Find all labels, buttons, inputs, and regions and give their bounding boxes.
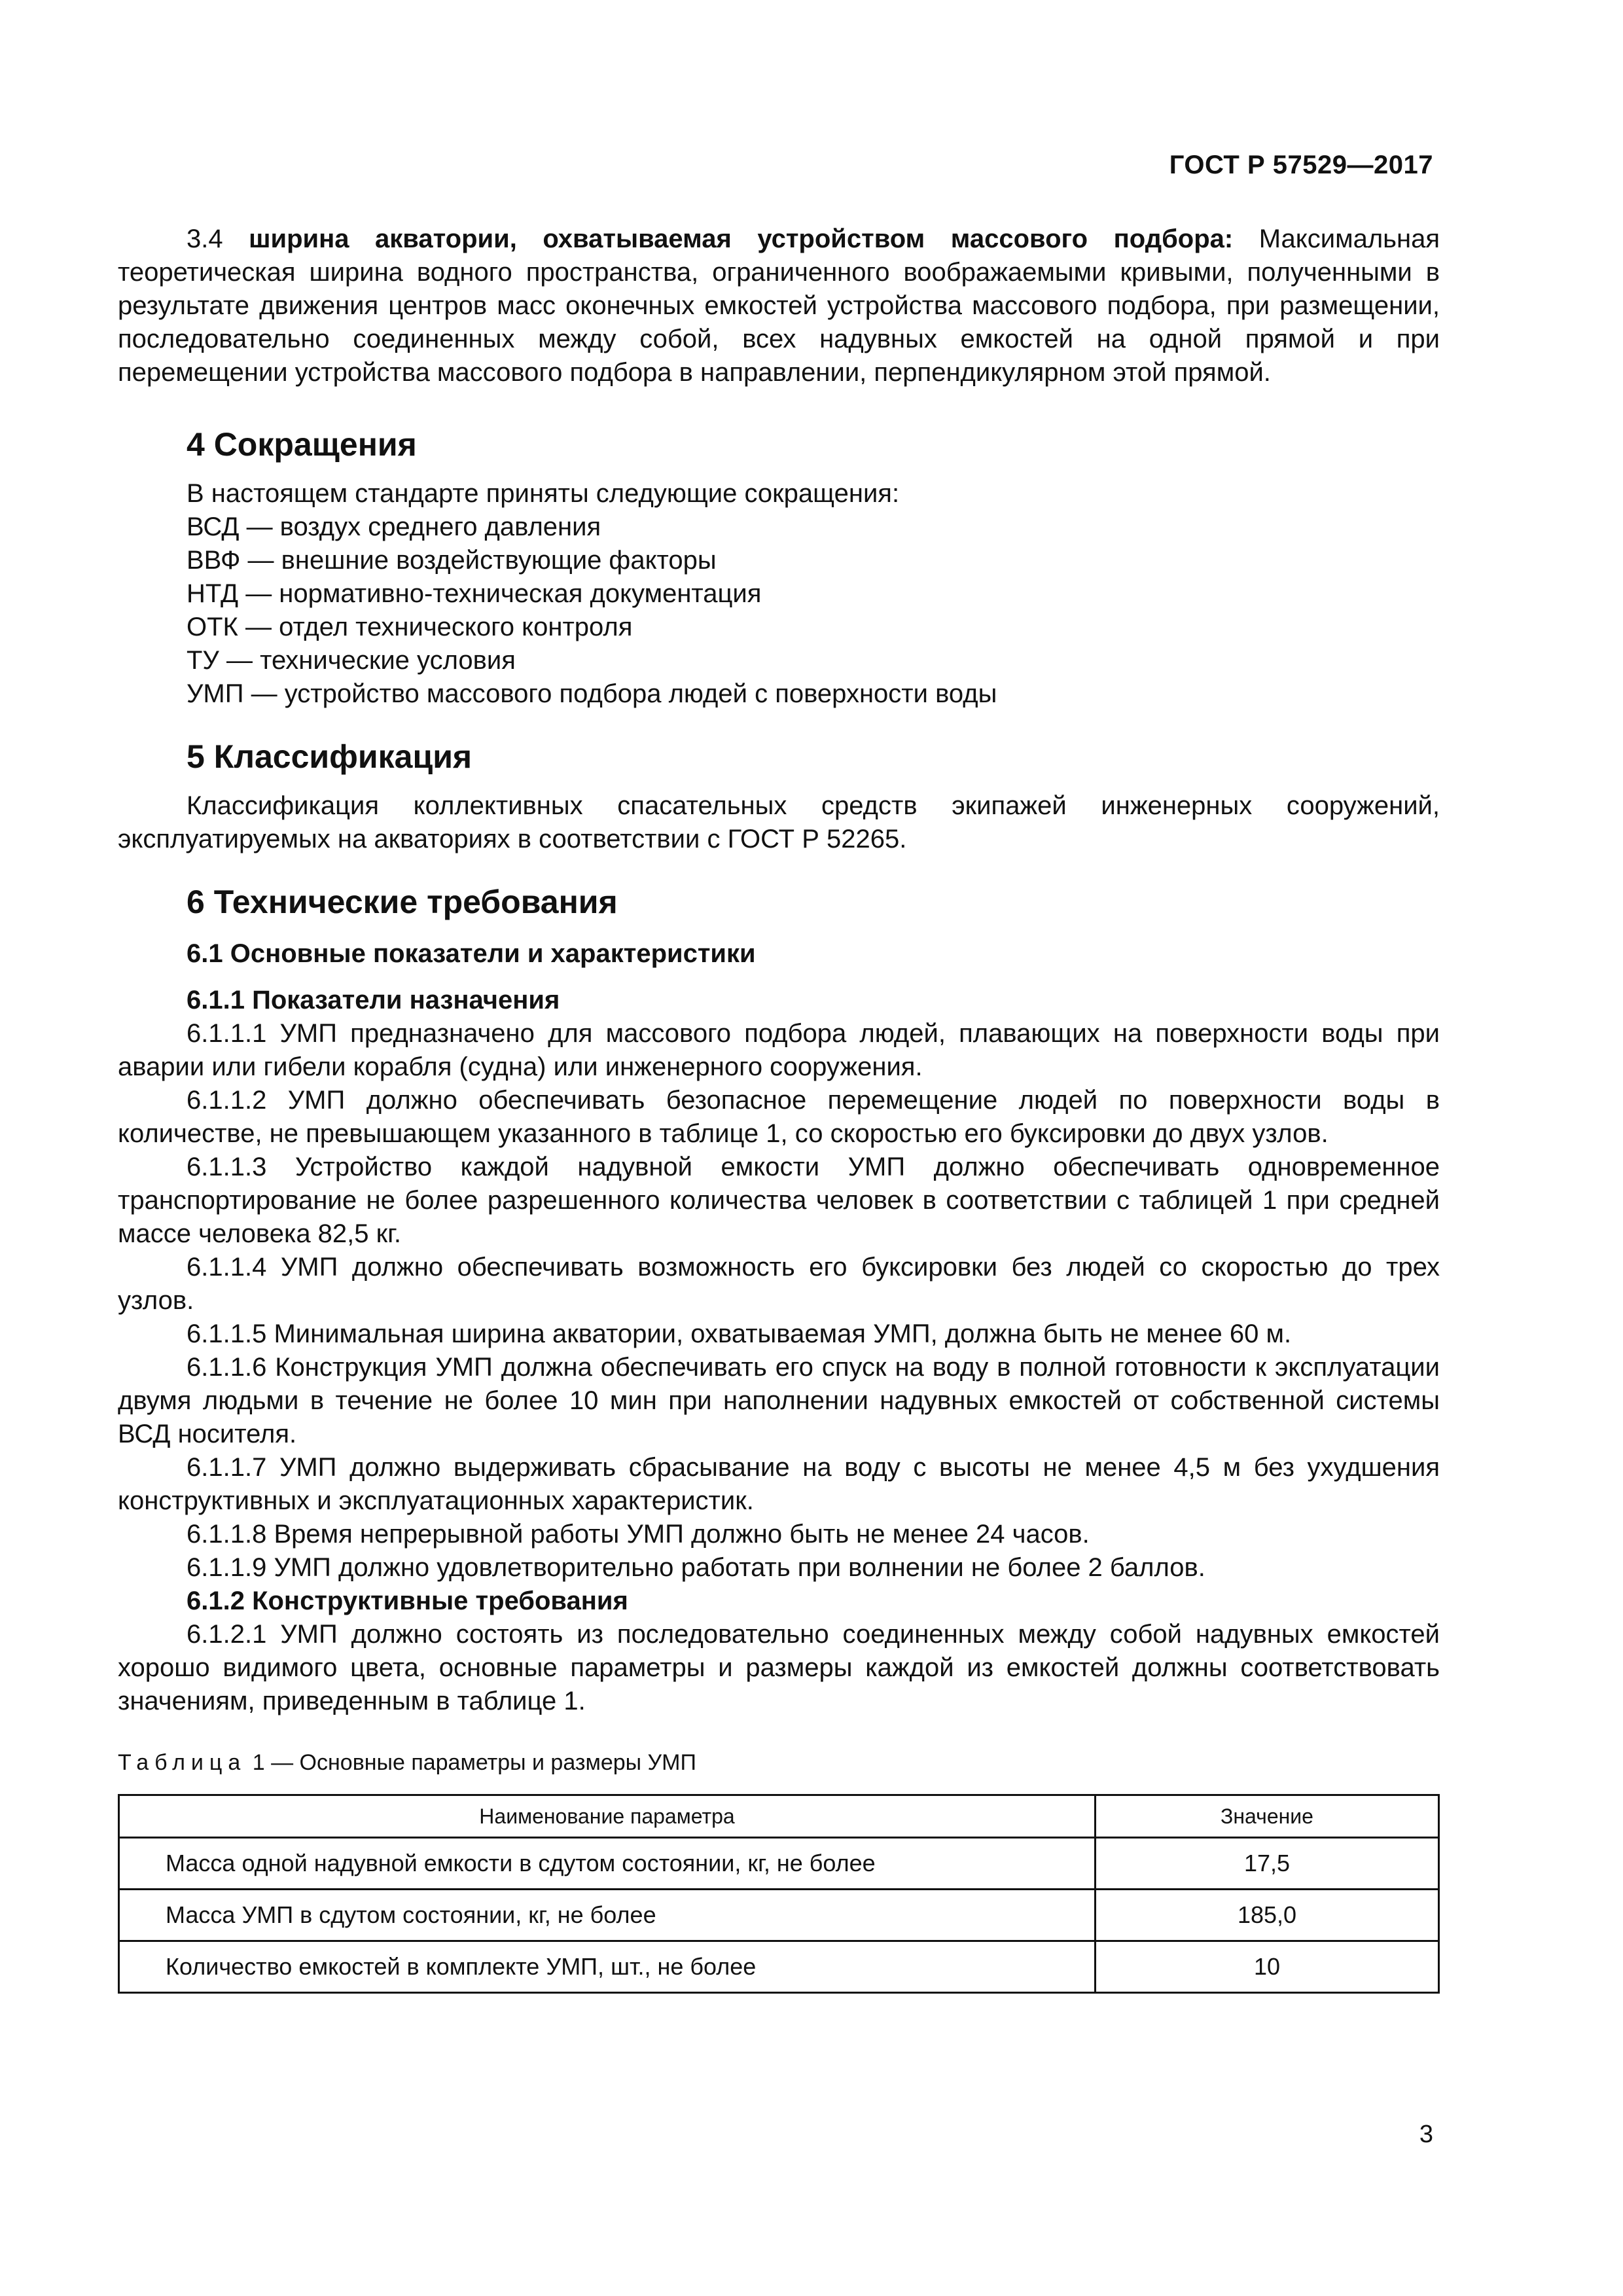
defined-term: ширина акватории, охватываемая устройством массового подбора: [249, 224, 1234, 253]
standard-header: ГОСТ Р 57529—2017 [1169, 151, 1433, 179]
table-caption-text: 1 — Основные параметры и размеры УМП [246, 1750, 696, 1775]
table-row [119, 1941, 1439, 1993]
table-caption [118, 1748, 1440, 1777]
column-header-parameter: Наименование параметра [119, 1795, 1096, 1838]
parameter-name: Масса одной надувной емкости в сдутом состоянии, кг, не более [119, 1838, 1096, 1890]
abbreviations-list [118, 477, 1440, 711]
page-number: 3 [1419, 2121, 1433, 2148]
paragraph-6-1-1-3: 6.1.1.3 Устройство каждой надувной емкости УМП должно обеспечивать одновременное транспортирование не более разрешенного количества человек в соответствии с таблицей 1 при средней массе человека 82,5 кг. [118, 1153, 1440, 1248]
abbreviation-item: ОТК — отдел технического контроля [187, 613, 633, 641]
abbreviation-item: ВВФ — внешние воздействующие факторы [187, 546, 717, 575]
parameter-name: Масса УМП в сдутом состоянии, кг, не более [119, 1890, 1096, 1941]
paragraph-6-1-1-8: 6.1.1.8 Время непрерывной работы УМП должно быть не менее 24 часов. [187, 1520, 1090, 1549]
paragraph-6-1-1-2: 6.1.1.2 УМП должно обеспечивать безопасное перемещение людей по поверхности воды в количестве, не превышающем указанного в таблице 1, со скоростью его буксировки до двух узлов. [118, 1086, 1440, 1148]
section-6-1-2-title: 6.1.2 Конструктивные требования [187, 1587, 628, 1615]
table-caption-label: Таблица [118, 1750, 247, 1775]
table-row [119, 1890, 1439, 1941]
parameter-value: 17,5 [1096, 1838, 1439, 1890]
paragraph-6-1-1-4: 6.1.1.4 УМП должно обеспечивать возможность его буксировки без людей со скоростью до трех узлов. [118, 1253, 1440, 1315]
section-6-1-1-title: 6.1.1 Показатели назначения [187, 986, 560, 1014]
section-6-title: 6 Технические требования [187, 884, 618, 920]
section-6-1-title: 6.1 Основные показатели и характеристики [187, 939, 756, 968]
paragraph-6-1-1-9: 6.1.1.9 УМП должно удовлетворительно работать при волнении не более 2 баллов. [187, 1553, 1205, 1582]
section-4-title: 4 Сокращения [187, 426, 417, 463]
abbreviations-intro: В настоящем стандарте приняты следующие сокращения: [187, 479, 900, 508]
clause-number: 3.4 [187, 224, 249, 253]
abbreviation-item: ВСД — воздух среднего давления [187, 512, 601, 541]
paragraph-6-1-1-1: 6.1.1.1 УМП предназначено для массового подбора людей, плавающих на поверхности воды при аварии или гибели корабля (судна) или инженерного сооружения. [118, 1019, 1440, 1081]
section-5-title: 5 Классификация [187, 738, 473, 775]
parameter-name: Количество емкостей в комплекте УМП, шт., не более [119, 1941, 1096, 1993]
paragraph-6-1-2-1: 6.1.2.1 УМП должно состоять из последовательно соединенных между собой надувных емкостей хорошо видимого цвета, основные параметры и размеры каждой из емкостей должны соответствовать значениям, приведенным в таблице 1. [118, 1620, 1440, 1715]
abbreviation-item: НТД — нормативно-техническая документация [187, 579, 762, 608]
table-header-row [119, 1795, 1439, 1838]
paragraph-6-1-1-6: 6.1.1.6 Конструкция УМП должна обеспечивать его спуск на воду в полной готовности к эксплуатации двумя людьми в течение не более 10 мин при наполнении надувных емкостей от собственной системы ВСД носителя. [118, 1353, 1440, 1448]
column-header-value: Значение [1096, 1795, 1439, 1838]
paragraph-3-4 [118, 223, 1440, 389]
abbreviation-item: ТУ — технические условия [187, 646, 516, 675]
abbreviation-item: УМП — устройство массового подбора людей с поверхности воды [187, 679, 997, 708]
parameter-value: 10 [1096, 1941, 1439, 1993]
paragraph-6-1-1-7: 6.1.1.7 УМП должно выдерживать сбрасывание на воду с высоты не менее 4,5 м без ухудшения конструктивных и эксплуатационных характеристик. [118, 1453, 1440, 1515]
definition-text: Максимальная теоретическая ширина водного пространства, ограниченного воображаемыми кривыми, полученными в результате движения центров масс оконечных емкостей устройства массового подбора, при размещении, последовательно соединенных между собой, всех надувных емкостей на одной прямой и при перемещении устройства массового подбора в направлении, перпендикулярном этой прямой. [118, 224, 1440, 387]
parameter-value: 185,0 [1096, 1890, 1439, 1941]
classification-text: Классификация коллективных спасательных средств экипажей инженерных сооружений, эксплуатируемых на акваториях в соответствии с ГОСТ Р 52265. [118, 791, 1440, 853]
page-content [118, 223, 1440, 1994]
table-row [119, 1838, 1439, 1890]
paragraph-6-1-1-5: 6.1.1.5 Минимальная ширина акватории, охватываемая УМП, должна быть не менее 60 м. [187, 1319, 1292, 1348]
parameters-table [118, 1794, 1440, 1994]
